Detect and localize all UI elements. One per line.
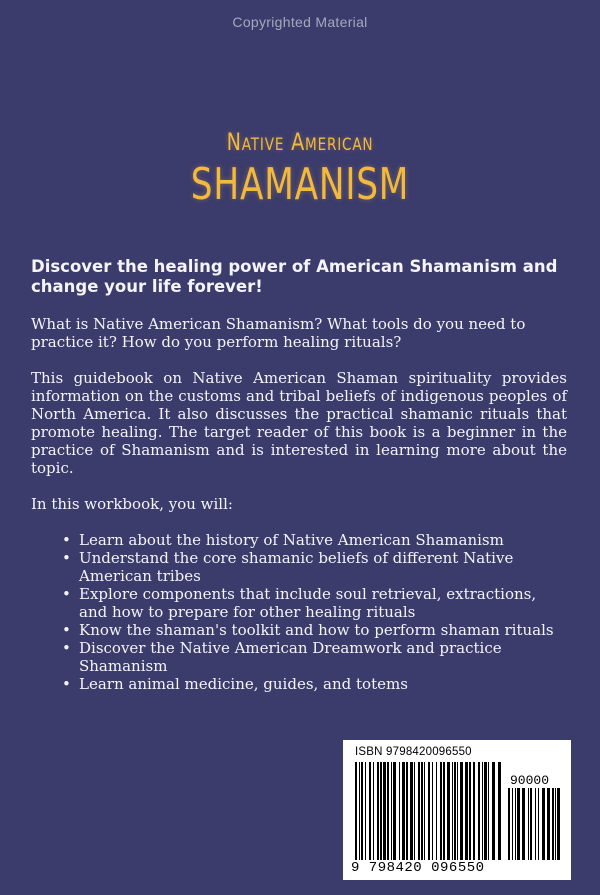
bullet-icon: • (62, 531, 71, 549)
bullet-icon: • (62, 585, 71, 603)
list-item: • Learn about the history of Native American Shamanism (62, 531, 504, 549)
list-item: • Understand the core shamanic beliefs of different Native American tribes (62, 549, 514, 585)
description-paragraph: This guidebook on Native American Shaman spirituality provides information on the customs and tribal beliefs of indigenous peoples of North America. It also discusses the practical shamanic rituals that promote healing. The target reader of this book is a beginner in the practice of Shamanism and is interested in learning more about the topic. (31, 369, 567, 477)
list-item: • Know the shaman's toolkit and how to perform shaman rituals (62, 621, 554, 639)
bullet-icon: • (62, 549, 71, 567)
copyright-watermark: Copyrighted Material (232, 14, 368, 30)
book-description (31, 257, 567, 693)
barcode-bars-icon (355, 762, 503, 860)
isbn-label: ISBN 9798420096550 (355, 746, 472, 758)
bullet-icon: • (62, 675, 71, 693)
book-title (0, 128, 600, 210)
lead-sentence: Discover the healing power of American Shamanism and change your life forever! (31, 257, 558, 296)
list-item: • Learn animal medicine, guides, and totems (62, 675, 408, 693)
isbn-barcode (343, 740, 571, 880)
title-line-2: SHAMANISM (190, 159, 410, 210)
questions-paragraph: What is Native American Shamanism? What tools do you need to practice it? How do you perform healing rituals? (31, 315, 526, 351)
workbook-intro: In this workbook, you will: (31, 495, 233, 513)
benefits-list (31, 531, 567, 693)
bullet-icon: • (62, 639, 71, 657)
title-line-1: Native American (226, 128, 374, 156)
list-item: • Explore components that include soul retrieval, extractions, and how to prepare for other healing rituals (62, 585, 537, 621)
isbn-digits: 9 798420 096550 (351, 860, 485, 876)
list-item: • Discover the Native American Dreamwork and practice Shamanism (62, 639, 502, 675)
bullet-icon: • (62, 621, 71, 639)
addon-barcode-icon (508, 788, 560, 860)
price-code: 90000 (510, 773, 550, 788)
